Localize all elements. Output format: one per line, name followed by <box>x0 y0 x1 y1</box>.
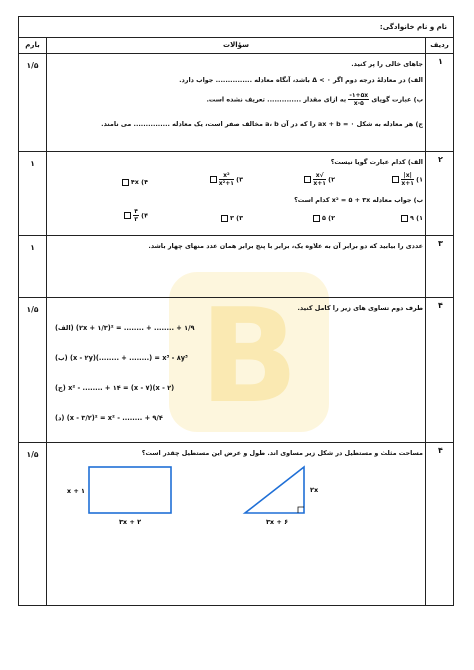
question-score: ۱ <box>30 159 35 168</box>
question-body <box>51 154 423 233</box>
blank-b-prefix: ب) عبارت گویای <box>371 95 423 104</box>
student-name-label: نام و نام خانوادگی: <box>19 17 453 38</box>
checkbox[interactable] <box>304 176 311 183</box>
option-expression: ۵ <box>322 214 326 222</box>
option-b3[interactable] <box>219 212 243 224</box>
option-expression: ۹ <box>410 214 414 222</box>
question-title: جاهای خالی را پر کنید. <box>351 60 423 68</box>
option-label: ۳) <box>236 214 243 222</box>
blank-b-suffix: به ازای مقدار .............. تعریف نشده است. <box>206 95 347 104</box>
question-title: مساحت مثلث و مستطیل در شکل زیر مساوی اند. طول و عرض این مستطیل چقدر است؟ <box>141 449 423 457</box>
blank-a: الف) در معادلهٔ درجه دوم اگر Δ < ۰ باشد، آنگاه معادله ............... جواب دارد. <box>179 76 423 84</box>
question-row-3 <box>19 235 453 298</box>
option-b2[interactable] <box>311 212 335 224</box>
fraction <box>133 208 139 223</box>
fraction-numerator: x² <box>219 172 234 180</box>
fraction-numerator: |x| <box>401 172 414 180</box>
part-a-title: الف) کدام عبارت گویا نیست؟ <box>330 158 423 166</box>
question-number: ۴ <box>438 301 443 310</box>
option-label: ۳) <box>236 175 243 184</box>
identity-a: (الف) (۲x + ۱/۳)² = ........ + ........ + ۱/۹ <box>55 324 195 332</box>
watermark-logo: B <box>169 272 329 432</box>
option-b1[interactable] <box>399 212 423 224</box>
option-a2[interactable] <box>302 172 335 187</box>
header-score: بارم <box>25 41 40 49</box>
checkbox[interactable] <box>221 215 228 222</box>
question-row-1 <box>19 53 453 152</box>
fraction-denominator: x²+۱ <box>218 180 234 187</box>
option-label: ۴) <box>141 211 148 220</box>
fraction <box>401 172 414 187</box>
option-a3[interactable] <box>208 172 243 187</box>
rect-side-label: x + ۱ <box>66 487 85 495</box>
fraction <box>313 172 326 187</box>
question-number: ۴ <box>438 446 443 455</box>
blank-c: ج) هر معادله به شکل ax + b = ۰ را که در آن a، b مخالف صفر است، یک معادله ............... می نامند. <box>101 120 423 128</box>
exam-sheet <box>18 16 454 606</box>
rectangle-shape <box>89 467 171 513</box>
option-a4[interactable] <box>120 176 148 188</box>
question-number: ۱ <box>438 57 443 66</box>
checkbox[interactable] <box>124 212 131 219</box>
tri-side-label: ۲x <box>310 486 319 494</box>
question-number: ۳ <box>438 239 443 248</box>
blank-b <box>51 92 423 107</box>
question-score: ۱ <box>30 243 35 252</box>
fraction-denominator: x+۱ <box>401 180 414 187</box>
option-expression: ۴x <box>130 178 139 186</box>
fraction <box>219 172 234 187</box>
question-number: ۲ <box>438 155 443 164</box>
tri-bottom-label: ۳x + ۶ <box>265 518 289 526</box>
fraction-numerator: √x <box>313 172 326 180</box>
identity-c: (ج) x² - ........ + ۱۴ = (x - ۷)(x - ۲) <box>55 384 175 392</box>
checkbox[interactable] <box>401 215 408 222</box>
option-label: ۱) <box>416 175 423 184</box>
identity-b: (ب) (x - ۲y)(........ + ........) = x³ - ۸y³ <box>55 354 188 362</box>
option-label: ۱) <box>416 214 423 222</box>
fraction-numerator: ۱+۵x- <box>349 92 369 99</box>
option-label: ۲) <box>328 214 335 222</box>
question-body <box>51 56 423 149</box>
fraction-numerator: ۴ <box>134 208 138 215</box>
triangle-shape <box>245 467 304 513</box>
checkbox[interactable] <box>122 179 129 186</box>
part-b-title: ب) جواب معادله x² = ۵ + ۳x کدام است؟ <box>294 196 423 204</box>
option-expression: ۳ <box>230 214 234 222</box>
right-angle-mark <box>298 507 304 513</box>
question-text: عددی را بیابید که دو برابر آن به علاوه یک، برابر با پنج برابر همان عدد منهای چهار باشد. <box>148 242 423 250</box>
header-questions: سؤالات <box>223 41 249 49</box>
option-a1[interactable] <box>390 172 423 187</box>
identity-d: (د) (x - ۳/۲)² = x² - ........ + ۹/۴ <box>55 414 163 422</box>
checkbox[interactable] <box>313 215 320 222</box>
column-headers <box>19 37 453 54</box>
question-score: ۱/۵ <box>26 61 39 70</box>
fraction <box>348 92 369 107</box>
geometry-figures <box>51 461 425 541</box>
option-label: ۴) <box>141 178 148 186</box>
header-row-number: ردیف <box>430 41 449 49</box>
question-row-2 <box>19 151 453 236</box>
question-score: ۱/۵ <box>26 450 39 459</box>
fraction-denominator: x-۵ <box>353 100 364 107</box>
option-label: ۲) <box>328 175 335 184</box>
fraction-denominator: ۳ <box>134 216 138 223</box>
fraction-denominator: x+۱ <box>313 180 326 187</box>
rect-bottom-label: ۳x + ۲ <box>118 518 142 526</box>
question-body <box>51 238 423 295</box>
checkbox[interactable] <box>392 176 399 183</box>
question-score: ۱/۵ <box>26 305 39 314</box>
question-body <box>51 300 423 440</box>
option-b4[interactable] <box>122 208 148 223</box>
question-title: طرف دوم تساوی های زیر را کامل کنید. <box>297 304 423 312</box>
question-row-4 <box>19 297 453 443</box>
checkbox[interactable] <box>210 176 217 183</box>
question-row-5 <box>19 442 453 606</box>
question-body <box>51 445 423 604</box>
